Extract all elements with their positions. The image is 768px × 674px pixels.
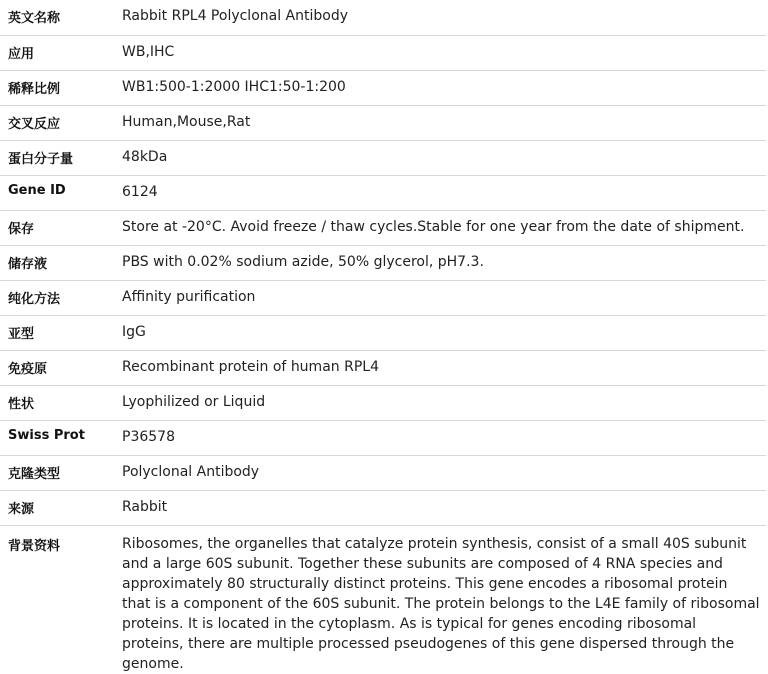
spec-value: Lyophilized or Liquid bbox=[114, 385, 766, 420]
spec-row-isotype bbox=[0, 315, 766, 350]
spec-key: 稀释比例 bbox=[0, 70, 114, 105]
spec-row-purification bbox=[0, 280, 766, 315]
spec-row-cross-reactivity bbox=[0, 105, 766, 140]
spec-row-storage-buffer bbox=[0, 245, 766, 280]
spec-row-english-name bbox=[0, 0, 766, 35]
spec-row-storage bbox=[0, 210, 766, 245]
spec-key: 保存 bbox=[0, 210, 114, 245]
spec-value: 6124 bbox=[114, 175, 766, 210]
spec-value: Recombinant protein of human RPL4 bbox=[114, 350, 766, 385]
spec-value: WB,IHC bbox=[114, 35, 766, 70]
spec-row-background bbox=[0, 525, 766, 674]
spec-row-host bbox=[0, 490, 766, 525]
spec-value: Human,Mouse,Rat bbox=[114, 105, 766, 140]
spec-value: Polyclonal Antibody bbox=[114, 455, 766, 490]
spec-value: Rabbit RPL4 Polyclonal Antibody bbox=[114, 0, 766, 35]
spec-key: 纯化方法 bbox=[0, 280, 114, 315]
spec-value: Ribosomes, the organelles that catalyze protein synthesis, consist of a small 40S subunit and a large 60S subunit. Together these subunits are composed of 4 RNA species and approximately 80 structurally distinct proteins. This gene encodes a ribosomal protein that is a component of the 60S subunit. The protein belongs to the L4E family of ribosomal proteins. It is located in the cytoplasm. As is typical for genes encoding ribosomal proteins, there are multiple processed pseudogenes of this gene dispersed through the genome. bbox=[122, 535, 760, 672]
spec-key: 性状 bbox=[0, 385, 114, 420]
spec-value: P36578 bbox=[114, 420, 766, 455]
spec-key: 储存液 bbox=[0, 245, 114, 280]
spec-value: PBS with 0.02% sodium azide, 50% glycerol, pH7.3. bbox=[114, 245, 766, 280]
spec-key: 背景资料 bbox=[8, 538, 61, 554]
spec-row-application bbox=[0, 35, 766, 70]
spec-key: 来源 bbox=[0, 490, 114, 525]
spec-row-molecular-weight bbox=[0, 140, 766, 175]
spec-row-clonality bbox=[0, 455, 766, 490]
spec-row-gene-id bbox=[0, 175, 766, 210]
spec-value: IgG bbox=[114, 315, 766, 350]
spec-value: Store at -20°C. Avoid freeze / thaw cycles.Stable for one year from the date of shipment. bbox=[114, 210, 766, 245]
spec-value: Affinity purification bbox=[114, 280, 766, 315]
spec-key: 蛋白分子量 bbox=[0, 140, 114, 175]
spec-key: 应用 bbox=[0, 35, 114, 70]
spec-key: 免疫原 bbox=[0, 350, 114, 385]
spec-key: 亚型 bbox=[0, 315, 114, 350]
spec-key: Gene ID bbox=[0, 175, 114, 210]
spec-row-immunogen bbox=[0, 350, 766, 385]
spec-value: Rabbit bbox=[114, 490, 766, 525]
spec-key: 英文名称 bbox=[0, 0, 114, 35]
spec-key: 交叉反应 bbox=[0, 105, 114, 140]
spec-value: WB1:500-1:2000 IHC1:50-1:200 bbox=[114, 70, 766, 105]
spec-key: Swiss Prot bbox=[0, 420, 114, 455]
spec-row-swiss-prot bbox=[0, 420, 766, 455]
spec-row-form bbox=[0, 385, 766, 420]
spec-row-dilution bbox=[0, 70, 766, 105]
spec-key: 克隆类型 bbox=[0, 455, 114, 490]
spec-value: 48kDa bbox=[114, 140, 766, 175]
